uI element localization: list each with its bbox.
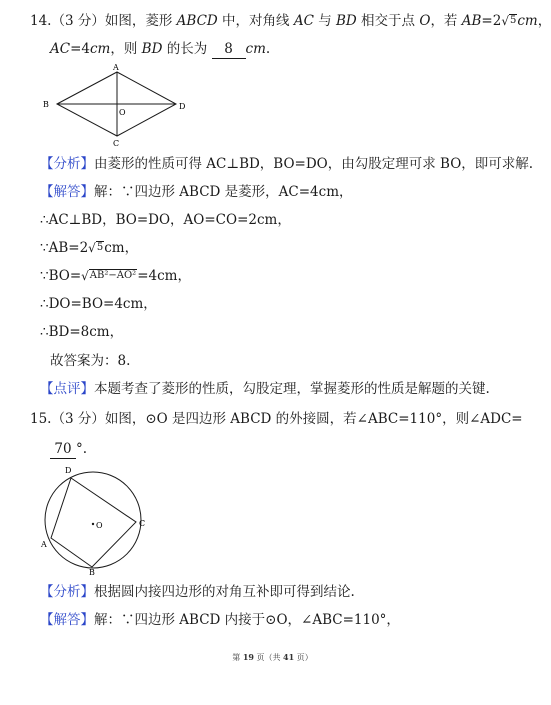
rhombus-figure xyxy=(40,62,200,154)
label-B: B xyxy=(89,568,95,577)
label-O: O xyxy=(119,108,126,117)
label-A: A xyxy=(41,540,47,549)
label-C: C xyxy=(113,139,120,148)
label-D: D xyxy=(65,466,72,475)
analysis-tag: 【分析】 xyxy=(40,156,94,172)
q14-solution-7: 故答案为：8. xyxy=(50,353,131,369)
q15-solution-1: 【解答】解：∵四边形 ABCD 内接于⊙O，∠ABC=110°， xyxy=(40,612,400,628)
label-C: C xyxy=(139,519,146,528)
q14-line-2: AC=4cm，则 BD 的长为 8 cm. xyxy=(50,41,271,57)
label-O: O xyxy=(96,521,103,530)
q14-solution-5: ∴DO=BO=4cm， xyxy=(40,296,157,312)
q14-solution-1: 【解答】解：∵四边形 ABCD 是菱形，AC=4cm， xyxy=(40,184,353,200)
label-D: D xyxy=(179,102,186,111)
q14-solution-2: ∴AC⊥BD，BO=DO，AO=CO=2cm， xyxy=(40,212,291,228)
q15-answer-blank: 70 xyxy=(50,440,76,459)
q14-solution-3: ∵AB=2√5cm， xyxy=(40,240,139,256)
circle-figure xyxy=(38,462,158,577)
q15-line-1: 15.（3 分）如图，⊙O 是四边形 ABCD 的外接圆，若∠ABC=110°，则∠ADC= xyxy=(30,411,523,427)
solution-tag: 【解答】 xyxy=(40,612,94,628)
q14-answer-blank: 8 xyxy=(212,40,246,59)
label-B: B xyxy=(43,100,49,109)
page-footer: 第 19 页（共 41 页） xyxy=(232,652,313,662)
q14-solution-6: ∴BD=8cm， xyxy=(40,324,124,340)
analysis-tag: 【分析】 xyxy=(40,584,94,600)
q14-line-1: 14.（3 分）如图，菱形 ABCD 中，对角线 AC 与 BD 相交于点 O，若 AB=2√5cm， xyxy=(30,13,551,29)
solution-tag: 【解答】 xyxy=(40,184,94,200)
q15-line-2: 70 °. xyxy=(50,440,87,459)
label-A: A xyxy=(113,63,119,72)
q15-analysis: 【分析】根据圆内接四边形的对角互补即可得到结论. xyxy=(40,584,355,600)
q14-comment: 【点评】本题考查了菱形的性质，勾股定理，掌握菱形的性质是解题的关键. xyxy=(40,381,490,397)
q14-solution-4: ∵BO=√AB²−AO²=4cm， xyxy=(40,268,191,284)
q14-analysis: 【分析】由菱形的性质可得 AC⊥BD，BO=DO，由勾股定理可求 BO，即可求解. xyxy=(40,156,534,172)
comment-tag: 【点评】 xyxy=(40,381,94,397)
